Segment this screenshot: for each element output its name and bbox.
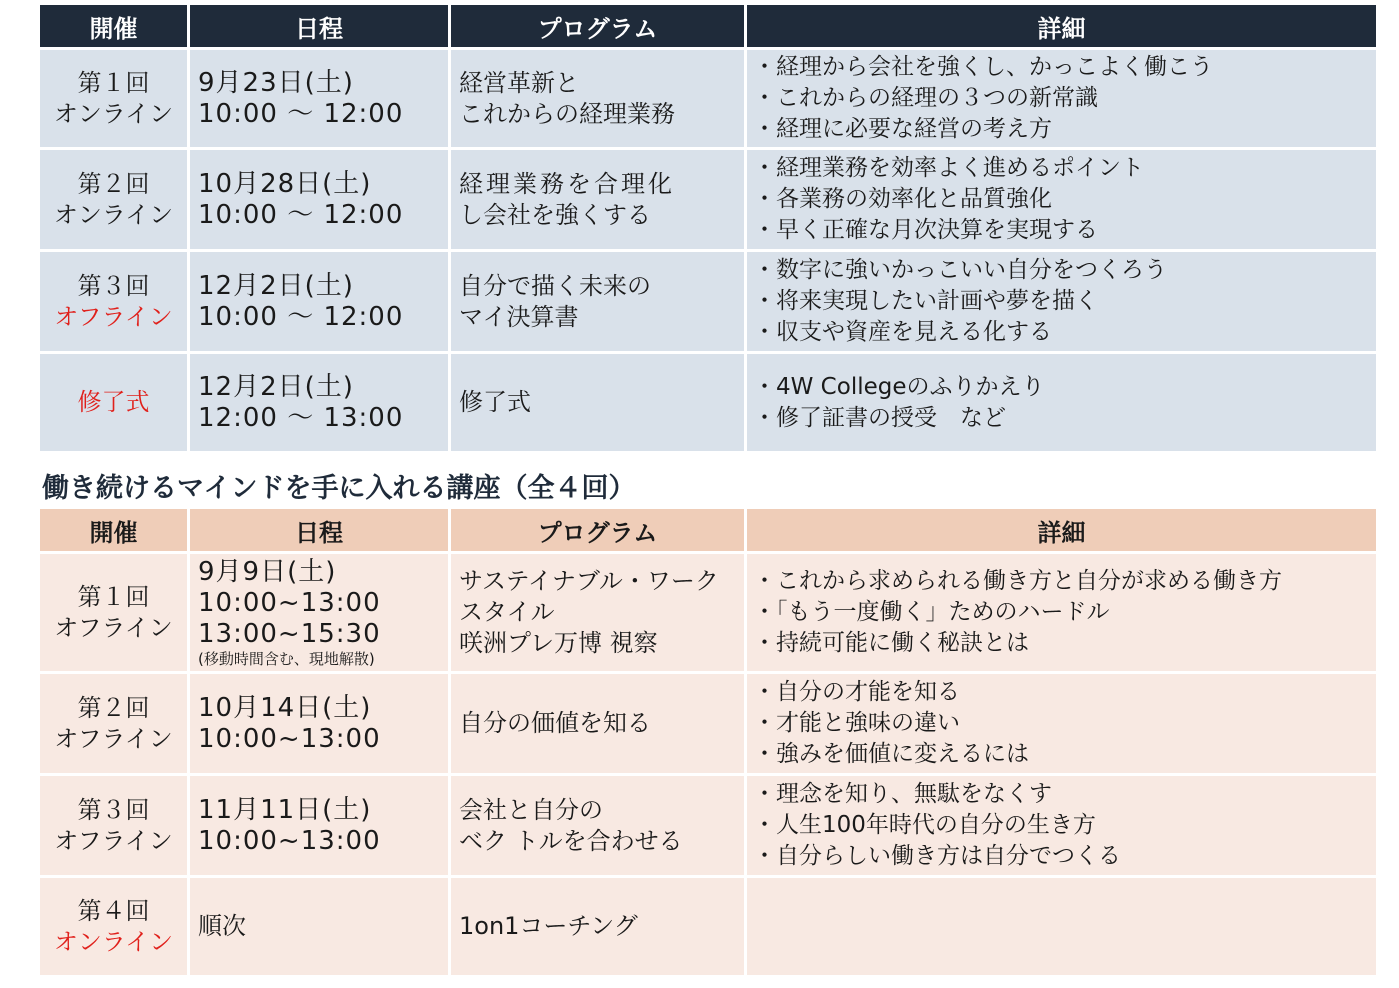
schedule-table-1 bbox=[40, 5, 1376, 451]
program-line: 咲洲プレ万博 視察 bbox=[459, 629, 658, 657]
detail-item: ・ 才能と強味の違い bbox=[757, 708, 1376, 739]
session-time: 12:00 ～ 13:00 bbox=[198, 402, 404, 433]
session-mode: オフライン bbox=[54, 302, 173, 331]
session-time: 10:00 ～ 12:00 bbox=[198, 301, 404, 332]
session-mode: オフライン bbox=[54, 613, 173, 642]
table-row bbox=[40, 875, 1376, 975]
session-cell bbox=[40, 354, 190, 451]
program-cell bbox=[451, 878, 747, 975]
detail-item: ・ 数字に強いかっこいい自分をつくろう bbox=[757, 255, 1376, 286]
table-row bbox=[40, 47, 1376, 147]
detail-cell bbox=[747, 50, 1376, 147]
detail-item: ・ 修了証書の授受 など bbox=[757, 403, 1376, 434]
schedule-cell bbox=[190, 776, 451, 875]
session-note: (移動時間含む、現地解散) bbox=[198, 650, 375, 668]
table-header bbox=[40, 509, 1376, 551]
session-time-2: 13:00~15:30 bbox=[198, 619, 381, 649]
session-mode: オフライン bbox=[54, 826, 173, 855]
section-title: 働き続けるマインドを手に入れる講座（全４回） bbox=[42, 473, 636, 504]
program-line: マイ決算書 bbox=[459, 302, 579, 331]
schedule-table-2 bbox=[40, 509, 1376, 975]
schedule-cell bbox=[190, 252, 451, 351]
session-round: 第１回 bbox=[77, 582, 150, 611]
program-line: 1on1コーチング bbox=[459, 912, 638, 940]
table-header bbox=[40, 5, 1376, 47]
header-detail: 詳細 bbox=[1037, 518, 1086, 547]
table-row bbox=[40, 773, 1376, 875]
program-line: 経営革新と bbox=[459, 68, 579, 97]
detail-item: ・ 持続可能に働く秘訣とは bbox=[757, 628, 1376, 659]
session-cell bbox=[40, 252, 190, 351]
program-line: スタイル bbox=[459, 598, 555, 626]
session-time: 10:00~13:00 bbox=[198, 825, 381, 856]
session-time: 10:00~13:00 bbox=[198, 723, 381, 754]
program-cell bbox=[451, 50, 747, 147]
detail-item: ・ 「もう一度働く」ためのハードル bbox=[757, 597, 1376, 628]
header-detail: 詳細 bbox=[1037, 14, 1086, 43]
program-line: これからの経理業務 bbox=[459, 99, 675, 128]
session-cell bbox=[40, 776, 190, 875]
program-line: ベク トルを合わせる bbox=[459, 826, 683, 855]
session-cell bbox=[40, 674, 190, 773]
session-time: 10:00 ～ 12:00 bbox=[198, 98, 404, 129]
detail-cell bbox=[747, 554, 1376, 671]
detail-item: ・ これからの経理の３つの新常識 bbox=[757, 83, 1376, 114]
table-row bbox=[40, 671, 1376, 773]
session-round: 第４回 bbox=[77, 896, 150, 925]
program-line: サステイナブル・ワーク bbox=[459, 567, 719, 595]
detail-item: ・ 早く正確な月次決算を実現する bbox=[757, 215, 1376, 246]
detail-item: ・ 強みを価値に変えるには bbox=[757, 739, 1376, 770]
program-line: 修了式 bbox=[459, 388, 531, 416]
detail-item: ・ 人生100年時代の自分の生き方 bbox=[757, 810, 1376, 841]
session-round: 第３回 bbox=[77, 271, 150, 300]
detail-item: ・ 経理から会社を強くし、かっこよく働こう bbox=[757, 52, 1376, 83]
program-line: 経理業務を合理化 bbox=[459, 169, 675, 198]
program-cell bbox=[451, 150, 747, 249]
detail-cell bbox=[747, 354, 1376, 451]
session-date: 12月2日(土) bbox=[198, 270, 354, 301]
detail-item: ・ 4W Collegeのふりかえり bbox=[757, 372, 1376, 403]
session-time: 10:00~13:00 bbox=[198, 588, 381, 618]
session-mode: オフライン bbox=[54, 724, 173, 753]
session-date: 10月14日(土) bbox=[198, 692, 372, 723]
session-mode: オンライン bbox=[53, 99, 174, 128]
session-cell bbox=[40, 878, 190, 975]
detail-item: ・ これから求められる働き方と自分が求める働き方 bbox=[757, 566, 1376, 597]
schedule-cell bbox=[190, 674, 451, 773]
program-cell bbox=[451, 674, 747, 773]
header-program: プログラム bbox=[451, 5, 747, 47]
session-date: 順次 bbox=[198, 912, 246, 940]
detail-item: ・ 各業務の効率化と品質強化 bbox=[757, 184, 1376, 215]
session-time: 10:00 ～ 12:00 bbox=[198, 199, 404, 230]
table-row bbox=[40, 551, 1376, 671]
session-date: 9月23日(土) bbox=[198, 67, 354, 98]
schedule-cell bbox=[190, 554, 451, 671]
session-round: 第３回 bbox=[77, 795, 150, 824]
session-round: 第１回 bbox=[77, 68, 150, 97]
header-host: 開催 bbox=[40, 509, 190, 551]
schedule-cell bbox=[190, 878, 451, 975]
session-cell bbox=[40, 150, 190, 249]
program-cell bbox=[451, 252, 747, 351]
header-program: プログラム bbox=[451, 509, 747, 551]
session-round: 第２回 bbox=[77, 693, 150, 722]
session-cell bbox=[40, 50, 190, 147]
detail-item: ・ 自分の才能を知る bbox=[757, 677, 1376, 708]
header-host: 開催 bbox=[40, 5, 190, 47]
session-mode: オンライン bbox=[53, 200, 174, 229]
session-cell bbox=[40, 554, 190, 671]
detail-cell bbox=[747, 878, 1376, 975]
header-schedule: 日程 bbox=[190, 5, 451, 47]
program-line: 会社と自分の bbox=[459, 795, 603, 824]
session-round: 第２回 bbox=[77, 169, 150, 198]
program-line: 自分の価値を知る bbox=[459, 709, 651, 737]
table-row bbox=[40, 147, 1376, 249]
table-row bbox=[40, 249, 1376, 351]
detail-item: ・ 経理に必要な経営の考え方 bbox=[757, 114, 1376, 145]
detail-cell bbox=[747, 252, 1376, 351]
schedule-cell bbox=[190, 50, 451, 147]
program-line: 自分で描く未来の bbox=[459, 271, 651, 300]
session-date: 9月9日(土) bbox=[198, 557, 337, 587]
detail-cell bbox=[747, 776, 1376, 875]
detail-item: ・ 収支や資産を見える化する bbox=[757, 317, 1376, 348]
program-line: し会社を強くする bbox=[459, 200, 651, 229]
session-date: 11月11日(土) bbox=[198, 794, 372, 825]
detail-item: ・ 自分らしい働き方は自分でつくる bbox=[757, 841, 1376, 872]
program-cell bbox=[451, 354, 747, 451]
program-cell bbox=[451, 554, 747, 671]
program-cell bbox=[451, 776, 747, 875]
detail-cell bbox=[747, 150, 1376, 249]
schedule-cell bbox=[190, 354, 451, 451]
detail-item: ・ 将来実現したい計画や夢を描く bbox=[757, 286, 1376, 317]
session-date: 12月2日(土) bbox=[198, 371, 354, 402]
session-date: 10月28日(土) bbox=[198, 168, 372, 199]
detail-cell bbox=[747, 674, 1376, 773]
detail-item: ・ 理念を知り、無駄をなくす bbox=[757, 779, 1376, 810]
table-row bbox=[40, 351, 1376, 451]
session-mode: オンライン bbox=[53, 927, 174, 956]
schedule-cell bbox=[190, 150, 451, 249]
header-schedule: 日程 bbox=[190, 509, 451, 551]
session-round: 修了式 bbox=[77, 388, 150, 416]
detail-item: ・ 経理業務を効率よく進めるポイント bbox=[757, 153, 1376, 184]
